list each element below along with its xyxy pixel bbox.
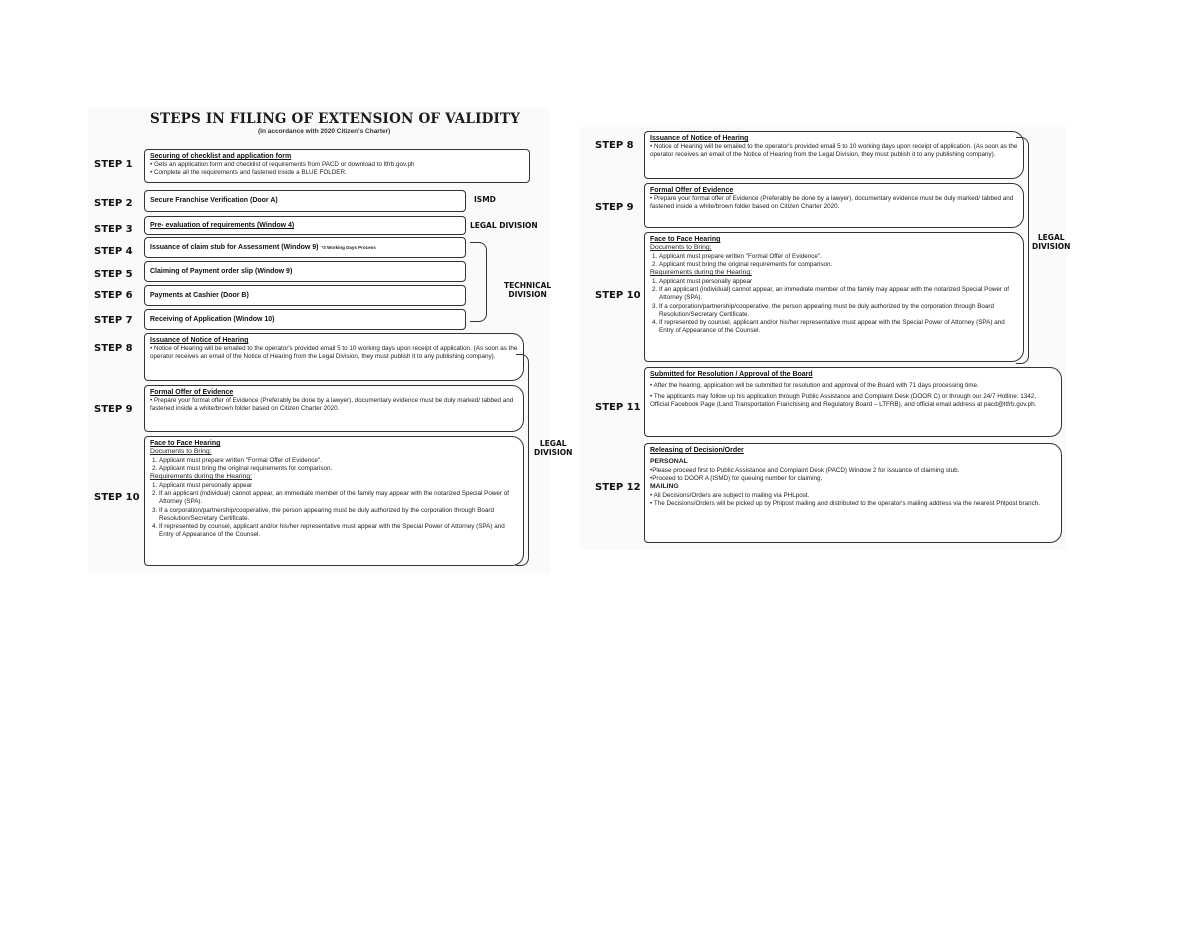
right-step-9-label: STEP 9 <box>595 202 634 213</box>
right-step-12-personal-2: •Proceed to DOOR A (ISMD) for queuing number for claiming. <box>650 475 823 483</box>
step-10-label: STEP 10 <box>94 492 140 503</box>
step-4-note: *3 Working Days Process <box>321 244 376 250</box>
ismd-label: ISMD <box>474 195 496 204</box>
step-7-box <box>144 309 466 330</box>
right-step-12-mailing-title: MAILING <box>650 483 679 491</box>
right-step-10-req-4: 4. If represented by counsel, applicant and/or his/her representative must appear with the Special Power of Attorney (SPA) and Entry of Appearance of the Counsel. <box>659 319 1018 335</box>
step-10-box <box>144 436 524 566</box>
right-step-12-box <box>644 443 1062 543</box>
step-5-box <box>144 261 466 282</box>
step-10-doc-2: 2. Applicant must bring the original requirements for comparison. <box>159 465 518 473</box>
right-step-11-line-1: • After the hearing, application will be submitted for resolution and approval of the Board with 71 days processing time. <box>650 382 979 390</box>
legal-division-label-right: LEGAL DIVISION <box>1032 233 1071 251</box>
step-10-req-1: 1. Applicant must personally appear <box>159 482 518 490</box>
right-step-12-heading: Releasing of Decision/Order <box>650 447 744 454</box>
step-9-box <box>144 385 524 432</box>
step-10-docs-title: Documents to Bring: <box>150 448 212 456</box>
step-4-text: Issuance of claim stub for Assessment (Window 9) <box>150 243 319 251</box>
step-2-text: Secure Franchise Verification (Door A) <box>150 197 278 205</box>
step-4-box <box>144 237 466 258</box>
step-10-req-2: 2. If an applicant (individual) cannot appear, an immediate member of the family may appear with the notarized Special Power of Attorney (SPA). <box>159 490 518 506</box>
right-step-12-label: STEP 12 <box>595 482 641 493</box>
right-step-11-heading: Submitted for Resolution / Approval of the Board <box>650 371 813 378</box>
step-3-label: STEP 3 <box>94 224 133 235</box>
right-step-10-doc-2: 2. Applicant must bring the original requirements for comparison. <box>659 261 1018 269</box>
step-1-box <box>144 149 530 183</box>
right-step-8-body: • Notice of Hearing will be emailed to the operator's provided email 5 to 10 working days upon receipt of application. (As soon as the operator receives an email of the Notice of Hearing from the Legal Division, they must publish it to any publishing company). <box>650 143 1018 159</box>
step-10-req-4: 4. If represented by counsel, applicant and/or his/her representative must appear with the Special Power of Attorney (SPA) and Entry of Appearance of the Counsel. <box>159 523 518 539</box>
step-9-body: • Prepare your formal offer of Evidence (Preferably be done by a lawyer), documentary evidence must be duly marked/ tabbed and fastened inside a white/brown folder based on Citizen Charter 2020. <box>150 397 514 413</box>
step-7-text: Receiving of Application (Window 10) <box>150 315 275 323</box>
step-8-heading: Issuance of Notice of Hearing <box>150 337 249 344</box>
right-flyer-page <box>580 127 1071 550</box>
step-8-box <box>144 333 524 381</box>
right-step-9-box <box>644 183 1024 228</box>
flyer-subtitle: (In accordance with 2020 Citizen's Charter) <box>258 128 391 135</box>
right-step-10-label: STEP 10 <box>595 290 641 301</box>
technical-division-label: TECHNICAL DIVISION <box>504 281 552 299</box>
right-step-10-req-1: 1. Applicant must personally appear <box>659 278 1018 286</box>
right-step-12-mailing-2: • The Decisions/Orders will be picked up by Phlpost mailing and distributed to the operator's mailing address via the nearest Phlpost branch. <box>650 500 1041 508</box>
step-9-label: STEP 9 <box>94 404 133 415</box>
step-8-body: • Notice of Hearing will be emailed to the operator's provided email 5 to 10 working days upon receipt of application. (As soon as the operator receives an email of the Notice of Hearing from the Legal Division, they must publish it to any publishing company). <box>150 345 518 361</box>
flyer-title: STEPS IN FILING OF EXTENSION OF VALIDITY <box>150 111 521 127</box>
right-step-9-heading: Formal Offer of Evidence <box>650 187 734 194</box>
step-8-label: STEP 8 <box>94 343 133 354</box>
step-7-label: STEP 7 <box>94 315 133 326</box>
step-3-text: Pre- evaluation of requirements (Window 4) <box>150 221 295 229</box>
step-4-label: STEP 4 <box>94 246 133 257</box>
step-10-heading: Face to Face Hearing <box>150 440 221 447</box>
legal-division-label-left: LEGAL DIVISION <box>534 439 573 457</box>
right-step-8-label: STEP 8 <box>595 140 634 151</box>
step-10-doc-1: 1. Applicant must prepare written "Formal Offer of Evidence". <box>159 457 518 465</box>
step-3-box <box>144 216 466 235</box>
right-step-10-req-3: 3. If a corporation/partnership/cooperative, the person appearing must be duly authorized by the corporation through Board Resolution/Secretary Certificate. <box>659 303 1018 319</box>
step-9-heading: Formal Offer of Evidence <box>150 389 234 396</box>
right-step-10-heading: Face to Face Hearing <box>650 236 721 243</box>
step-2-label: STEP 2 <box>94 198 133 209</box>
right-step-8-box <box>644 131 1024 179</box>
legal-division-label: LEGAL DIVISION <box>470 221 538 230</box>
right-step-10-doc-1: 1. Applicant must prepare written "Formal Offer of Evidence". <box>659 253 1018 261</box>
step-5-text: Claiming of Payment order slip (Window 9) <box>150 267 293 275</box>
right-step-12-personal-title: PERSONAL <box>650 458 688 466</box>
step-6-box <box>144 285 466 306</box>
step-2-box <box>144 190 466 212</box>
right-step-11-line-2: • The applicants may follow up his application through Public Assistance and Complaint Desk (DOOR C) or through our 24/7 Hotline: 1342, Official Facebook Page (Land Transportation Franchising and Regulatory Board – LTFRB), and official email address at pacd@ltfrb.gov.ph. <box>650 393 1037 409</box>
step-6-label: STEP 6 <box>94 290 133 301</box>
right-step-11-box <box>644 367 1062 437</box>
right-step-10-req-title: Requirements during the Hearing: <box>650 269 753 277</box>
step-6-text: Payments at Cashier (Door B) <box>150 291 249 299</box>
right-step-12-personal-1: •Please proceed first to Public Assistance and Complaint Desk (PACD) Window 2 for issuance of claiming stub. <box>650 466 960 474</box>
step-5-label: STEP 5 <box>94 269 133 280</box>
step-1-line-2: • Complete all the requirements and fastened inside a BLUE FOLDER. <box>150 169 347 177</box>
legal-bracket-left <box>516 354 529 566</box>
step-10-req-title: Requirements during the Hearing: <box>150 473 253 481</box>
step-1-label: STEP 1 <box>94 159 133 170</box>
right-step-10-box <box>644 232 1024 362</box>
right-step-8-heading: Issuance of Notice of Hearing <box>650 135 749 142</box>
right-step-10-req-2: 2. If an applicant (individual) cannot appear, an immediate member of the family may appear with the notarized Special Power of Attorney (SPA). <box>659 286 1018 302</box>
step-1-heading: Securing of checklist and application form <box>150 153 292 160</box>
step-10-req-3: 3. If a corporation/partnership/cooperative, the person appearing must be duly authorized by the corporation through Board Resolution/Secretary Certificate. <box>159 507 518 523</box>
step-1-line-1: • Gets an application form and checklist of requirements from PACD or download to ltfrb.gov.ph <box>150 161 415 169</box>
left-flyer-page <box>88 108 573 573</box>
right-step-12-mailing-1: • All Decisions/Orders are subject to mailing via PHLpost. <box>650 492 810 500</box>
right-step-9-body: • Prepare your formal offer of Evidence (Preferably be done by a lawyer), documentary evidence must be duly marked/ tabbed and fastened inside a white/brown folder based on Citizen Charter 2020. <box>650 195 1014 211</box>
right-step-11-label: STEP 11 <box>595 402 641 413</box>
technical-bracket <box>470 242 487 322</box>
right-step-10-docs-title: Documents to Bring: <box>650 244 712 252</box>
legal-bracket-right <box>1016 137 1029 364</box>
